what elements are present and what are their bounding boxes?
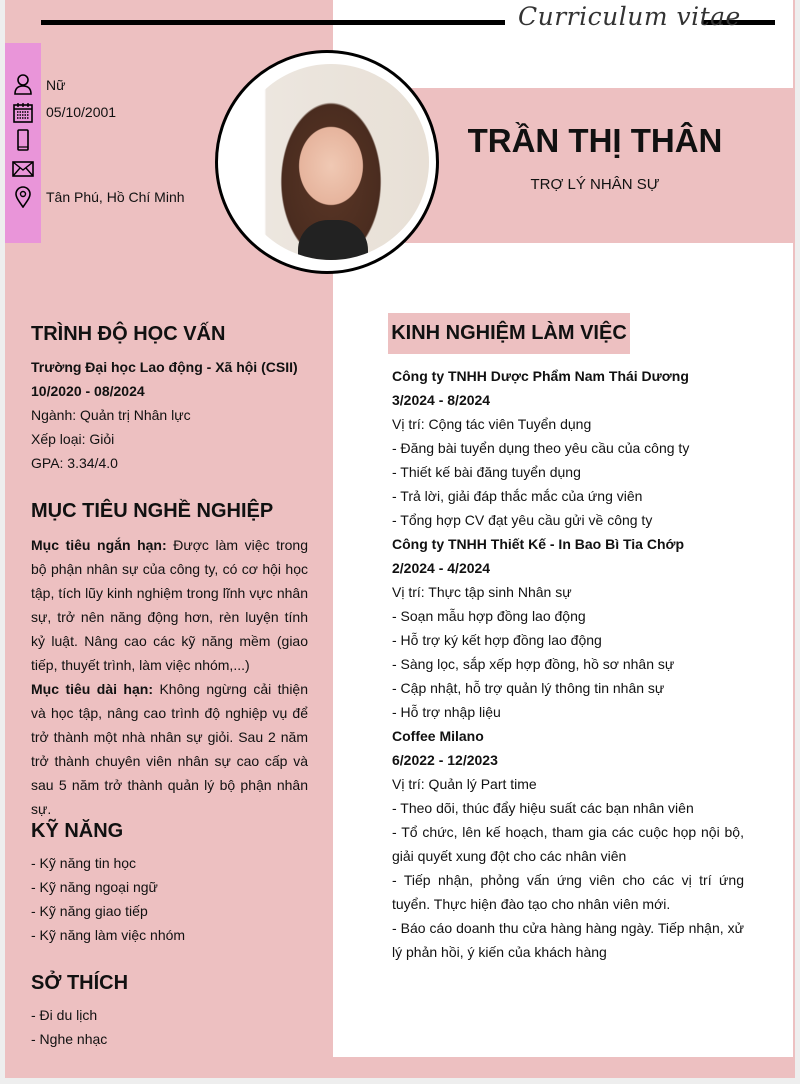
education-heading: TRÌNH ĐỘ HỌC VẤN bbox=[31, 323, 226, 345]
short-term-label: Mục tiêu ngắn hạn: bbox=[31, 537, 167, 553]
major: Ngành: Quản trị Nhân lực bbox=[31, 407, 191, 423]
job-task: - Soạn mẫu hợp đồng lao động bbox=[392, 608, 586, 624]
profile-photo bbox=[233, 64, 429, 260]
gender-text: Nữ bbox=[46, 77, 66, 93]
skill-item: - Kỹ năng làm việc nhóm bbox=[31, 927, 186, 943]
objective-section bbox=[31, 533, 308, 821]
job-task: - Hỗ trợ ký kết hợp đồng lao động bbox=[392, 632, 602, 648]
job-company: Công ty TNHH Dược Phẩm Nam Thái Dương bbox=[392, 368, 689, 384]
job-period: 6/2022 - 12/2023 bbox=[392, 752, 498, 768]
job-position: Vị trí: Cộng tác viên Tuyển dụng bbox=[392, 416, 592, 432]
header-rule-left bbox=[41, 20, 505, 25]
birthday-text: 05/10/2001 bbox=[46, 104, 117, 120]
job-task: - Cập nhật, hỗ trợ quản lý thông tin nhân sự bbox=[392, 680, 665, 696]
job-task: - Sàng lọc, sắp xếp hợp đồng, hồ sơ nhân sự bbox=[392, 656, 675, 672]
job-task: - Tổng hợp CV đạt yêu cầu gửi về công ty bbox=[392, 512, 653, 528]
person-icon bbox=[12, 73, 34, 95]
skills-heading: KỸ NĂNG bbox=[31, 820, 124, 842]
job-task: - Trả lời, giải đáp thắc mắc của ứng viên bbox=[392, 488, 643, 504]
job-task: - Theo dõi, thúc đẩy hiệu suất các bạn nhân viên bbox=[392, 800, 694, 816]
job-period: 2/2024 - 4/2024 bbox=[392, 560, 491, 576]
name-band bbox=[405, 88, 795, 243]
skill-item: - Kỹ năng tin học bbox=[31, 855, 137, 871]
short-term-goal bbox=[31, 533, 308, 677]
objective-heading: MỤC TIÊU NGHỀ NGHIỆP bbox=[31, 500, 274, 522]
job-task: - Tổ chức, lên kế hoạch, tham gia các cuộc họp nội bộ, giải quyết xung đột cho các nhân viên bbox=[392, 824, 744, 864]
job-task: - Hỗ trợ nhập liệu bbox=[392, 704, 501, 720]
phone-icon bbox=[12, 129, 34, 151]
calendar-icon bbox=[12, 101, 34, 123]
skill-item: - Kỹ năng ngoại ngữ bbox=[31, 879, 158, 895]
education-period: 10/2020 - 08/2024 bbox=[31, 383, 145, 399]
long-term-text: Không ngừng cải thiện và học tập, nâng cao trình độ nghiệp vụ để trở thành một nhà nhân sự giỏi. Sau 2 năm trở thành chuyên viên nhân sự cao cấp và sau 5 năm trở thành quản lý bộ phận nhân sự. bbox=[31, 681, 309, 817]
education-section bbox=[31, 355, 298, 475]
gpa: GPA: 3.34/4.0 bbox=[31, 455, 118, 471]
job-position: Vị trí: Quản lý Part time bbox=[392, 776, 537, 792]
school-name: Trường Đại học Lao động - Xã hội (CSII) bbox=[31, 359, 298, 375]
job-task: - Thiết kế bài đăng tuyển dụng bbox=[392, 464, 581, 480]
short-term-text: Được làm việc trong bộ phận nhân sự của công ty, có cơ hội học tập, tích lũy kinh nghiệm trong lĩnh vực nhân sự, trở nên năng động hơn, rèn luyện tính kỷ luật. Nâng cao các kỹ năng mềm (giao tiếp, thuyết trình, làm việc nhóm,...) bbox=[31, 537, 308, 673]
location-icon bbox=[12, 186, 34, 208]
hobbies-list bbox=[31, 1003, 107, 1051]
skills-list bbox=[31, 851, 185, 947]
job-task: - Báo cáo doanh thu cửa hàng hàng ngày. Tiếp nhận, xử lý phản hồi, ý kiến của khách hàng bbox=[392, 920, 744, 960]
hobby-item: - Nghe nhạc bbox=[31, 1031, 108, 1047]
hobby-item: - Đi du lịch bbox=[31, 1007, 98, 1023]
experience-heading: KINH NGHIỆM LÀM VIỆC bbox=[388, 313, 630, 354]
job-task: - Tiếp nhận, phỏng vấn ứng viên cho các vị trí ứng tuyển. Thực hiện đào tạo cho nhân viên mới. bbox=[392, 872, 744, 912]
long-term-goal bbox=[31, 677, 308, 821]
mail-icon bbox=[12, 158, 34, 180]
rank: Xếp loại: Giỏi bbox=[31, 431, 115, 447]
job-company: Coffee Milano bbox=[392, 728, 484, 744]
candidate-role: TRỢ LÝ NHÂN SỰ bbox=[530, 176, 660, 193]
job-company: Công ty TNHH Thiết Kế - In Bao Bì Tia Chớp bbox=[392, 536, 685, 552]
skill-item: - Kỹ năng giao tiếp bbox=[31, 903, 148, 919]
candidate-name: TRẦN THỊ THÂN bbox=[467, 122, 723, 159]
address-text: Tân Phú, Hồ Chí Minh bbox=[46, 189, 185, 205]
job-task: - Đăng bài tuyển dụng theo yêu cầu của công ty bbox=[392, 440, 690, 456]
hobbies-heading: SỞ THÍCH bbox=[31, 972, 129, 994]
long-term-label: Mục tiêu dài hạn: bbox=[31, 681, 153, 697]
job-period: 3/2024 - 8/2024 bbox=[392, 392, 491, 408]
cv-label: Curriculum vitae bbox=[518, 2, 741, 31]
experience-section bbox=[392, 364, 744, 964]
job-position: Vị trí: Thực tập sinh Nhân sự bbox=[392, 584, 572, 600]
